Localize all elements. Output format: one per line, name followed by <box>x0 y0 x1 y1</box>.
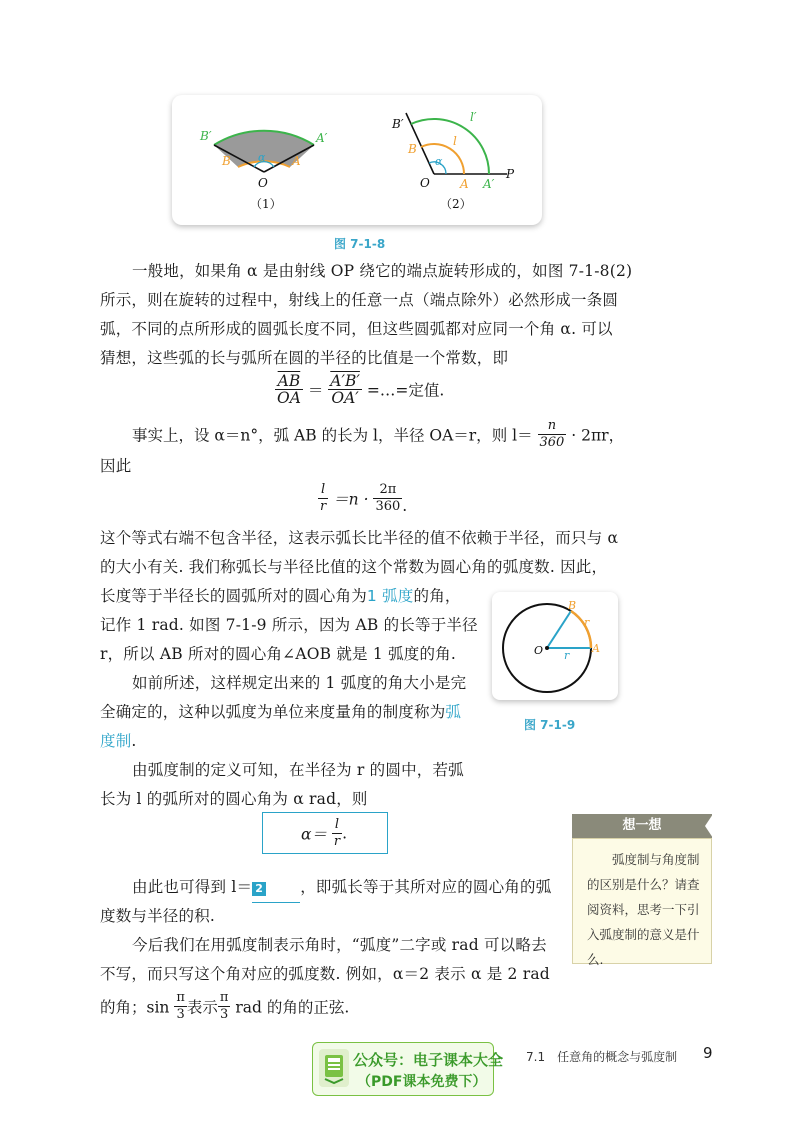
para1-line1: 一般地，如果角 α 是由射线 OP 绕它的端点旋转形成的，如图 7-1-8(2) <box>132 262 633 280</box>
para4-line2 <box>100 698 461 727</box>
figure-caption-7-1-9: 图 7-1-9 <box>524 718 576 732</box>
f2-den: r <box>320 499 327 514</box>
label-lp-2: l′ <box>470 110 477 124</box>
para7-tail: rad 的角的正弦. <box>230 998 350 1017</box>
think-box <box>572 838 712 967</box>
label-B-1: B <box>222 154 231 168</box>
box-den: r <box>333 834 341 849</box>
para1-line2: 所示，则在旋转的过程中，射线上的任意一点（端点除外）必然形成一条圆 <box>100 291 619 309</box>
label-r-radius: r <box>564 649 570 662</box>
label-alpha-2: α <box>435 155 443 168</box>
label-A-1: A <box>292 154 301 168</box>
boxed-formula <box>262 812 388 854</box>
term-radian-system-1: 弧 <box>445 703 462 721</box>
p7-den2: 3 <box>220 1007 229 1022</box>
f1-den1: OA <box>277 389 301 407</box>
f2-num2: 2π <box>373 482 402 499</box>
f1-num1: $\overline{AB}$ <box>275 373 303 390</box>
p2-frac-num: n <box>538 418 567 435</box>
box-num: l <box>332 817 342 834</box>
label-B: B <box>568 599 577 612</box>
figure-caption-7-1-8: 图 7-1-8 <box>334 237 386 251</box>
watermark-badge <box>312 1042 504 1096</box>
label-O-2: O <box>420 176 430 190</box>
para3-line5: r，所以 AB 所对的圆心角∠AOB 就是 1 弧度的角. <box>100 645 456 663</box>
formula-arc-ratio: $\frac{\overline{AB}}{OA}$ ＝ $\frac{A'B'}{OA'}$ =…=定值. <box>277 372 445 407</box>
para7-line1: 今后我们在用弧度制表示角时，“弧度”二字或 rad 可以略去 <box>132 936 547 954</box>
label-A: A <box>592 642 600 655</box>
sector-diagrams <box>172 95 542 225</box>
f2-den2: 360 <box>375 499 401 514</box>
label-Bp-2: B′ <box>392 117 404 131</box>
para4-line1: 如前所述，这样规定出来的 1 弧度的角大小是完 <box>132 674 467 692</box>
f1-den2: OA′ <box>331 389 359 407</box>
p7-num2: π <box>219 990 229 1005</box>
label-O: O <box>534 644 544 657</box>
para7-mid: 表示 <box>186 998 218 1017</box>
label-Bp-1: B′ <box>200 129 212 143</box>
para3-line2: 的大小有关. 我们称弧长与半径比值的这个常数为圆心角的弧度数. 因此， <box>100 558 608 576</box>
label-Ap-2: A′ <box>483 177 495 191</box>
label-l-2: l <box>453 134 457 148</box>
subcaption-1: （1） <box>250 197 282 211</box>
para7-sin: 的角；sin <box>100 998 170 1017</box>
para3-line1: 这个等式右端不包含半径，这表示弧长比半径的值不依赖于半径，而只与 α <box>100 529 619 547</box>
para2-line2: 因此 <box>100 457 132 475</box>
formula-l-over-r <box>318 482 407 515</box>
para6-line2: 度数与半径的积. <box>100 907 216 925</box>
label-A-2: A <box>460 177 469 191</box>
figure-7-1-8 <box>172 95 542 225</box>
subcaption-2: （2） <box>440 197 472 211</box>
f1-num2: A′B′ <box>330 372 360 390</box>
para3-line3-c: 的角， <box>413 587 461 605</box>
footer-section-title: 7.1 任意角的概念与弧度制 <box>526 1050 678 1064</box>
para7-line3 <box>100 990 349 1023</box>
label-alpha-1: α <box>258 151 266 164</box>
para3-line3 <box>100 582 461 611</box>
para6-b: ，即弧长等于其所对应的圆心角的弧 <box>300 878 552 896</box>
term-radian-system-2: 度制 <box>100 732 132 750</box>
unit-radian-diagram <box>492 592 618 700</box>
para3-line3-a: 长度等于半径长的圆弧所对的圆心角为 <box>100 587 367 605</box>
para6-line1 <box>132 873 551 903</box>
label-O-1: O <box>258 176 268 190</box>
para5-line2: 长为 l 的弧所对的圆心角为 α rad，则 <box>100 790 368 808</box>
para4-line3-dot: . <box>131 732 137 750</box>
answer-blank[interactable] <box>252 873 300 903</box>
para1-line3: 弧，不同的点所形成的圆弧长度不同，但这些圆弧都对应同一个角 α. 可以 <box>100 320 613 338</box>
f2-num: l <box>318 482 328 499</box>
blank-number-badge: 2 <box>252 882 266 896</box>
page-number: 9 <box>703 1044 713 1062</box>
para4-line3 <box>100 727 137 756</box>
f2-mid: ＝n · <box>333 490 369 509</box>
para3-line4: 记作 1 rad. 如图 7-1-9 所示，因为 AB 的长等于半径 <box>100 616 478 634</box>
figure-7-1-9 <box>492 592 618 700</box>
watermark-line2: （PDF课本免费下） <box>357 1074 487 1090</box>
think-box-title: 想一想 <box>572 814 712 838</box>
watermark-line1: 公众号：电子课本大全 <box>353 1051 504 1069</box>
para5-line1: 由弧度制的定义可知，在半径为 r 的圆中，若弧 <box>132 761 464 779</box>
think-box-text: 弧度制与角度制的区别是什么？请查阅资料，思考一下引入弧度制的意义是什么. <box>587 852 700 967</box>
para1-line4: 猜想，这些弧的长与弧所在圆的半径的比值是一个常数，即 <box>100 349 509 367</box>
p7-den1: 3 <box>176 1007 185 1022</box>
para7-line2: 不写，而只写这个角对应的弧度数. 例如，α＝2 表示 α 是 2 rad <box>100 965 550 983</box>
f1-tail: =…=定值. <box>366 381 445 400</box>
term-1-radian: 1 弧度 <box>366 587 414 605</box>
box-dot: . <box>342 824 348 843</box>
p2-frac-den: 360 <box>539 435 565 450</box>
label-Ap-1: A′ <box>316 131 328 145</box>
para2-tail: · 2πr， <box>571 426 625 445</box>
box-alpha: α＝ <box>301 825 327 844</box>
para6-a: 由此也可得到 l＝ <box>132 878 253 896</box>
f2-dot: . <box>402 497 408 515</box>
label-B-2: B <box>408 142 417 156</box>
para2-text: 事实上，设 α＝n°，弧 AB 的长为 l，半径 OA＝r，则 l＝ <box>132 426 533 445</box>
label-P-2: P <box>506 167 515 181</box>
p7-num1: π <box>176 990 185 1005</box>
para4-line2-a: 全确定的，这种以弧度为单位来度量角的制度称为 <box>100 703 446 721</box>
book-icon <box>319 1049 349 1087</box>
label-r-arc: r <box>584 616 590 629</box>
para2-line1 <box>132 418 624 451</box>
